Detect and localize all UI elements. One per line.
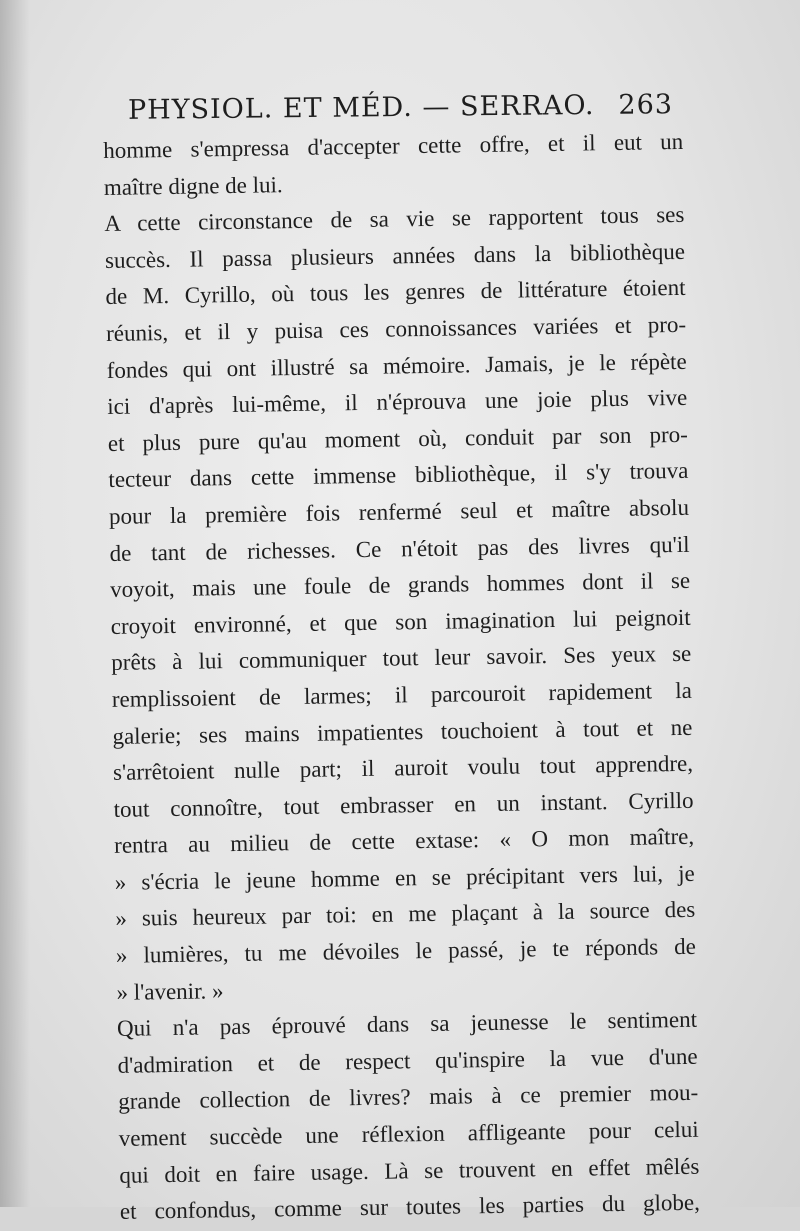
text-line: et confondus, comme sur toutes les parties du globe, [119, 1189, 701, 1225]
text-line: Qui n'a pas éprouvé dans sa jeunesse le sentiment [116, 1007, 698, 1042]
body-text [103, 124, 700, 1231]
text-line: remplissoient de larmes; il parcouroit rapidement la [111, 677, 693, 712]
text-line: prêts à lui communiquer tout leur savoir. Ses yeux se [111, 641, 692, 676]
text-line: croyoit environné, et que son imagination lui peignoit [110, 604, 691, 639]
text-line: ici d'après lui-même, il n'éprouva une joie plus vive [107, 385, 688, 420]
text-line: qui doit en faire usage. Là se trouvent en effet mêlés [119, 1153, 700, 1188]
text-line: pour la première fois renfermé seul et maître absolu [108, 494, 690, 529]
text-line: » lumières, tu me dévoiles le passé, je te réponds de [115, 933, 697, 968]
text-line: tecteur dans cette immense bibliothèque, il s'y trouva [108, 458, 689, 493]
text-line: d'admiration et de respect qu'inspire la vue d'une [117, 1043, 698, 1078]
text-line: de M. Cyrillo, où tous les genres de littérature étoient [105, 275, 686, 310]
text-line: s'arrêtoient nulle part; il auroit voulu tout apprendre, [112, 750, 694, 786]
running-title: PHYSIOL. ET MÉD. — SERRAO. [127, 89, 595, 126]
text-line: » l'avenir. » [116, 977, 224, 1005]
text-line: rentra au milieu de cette extase: « O mon maître, [113, 824, 695, 859]
text-line: galerie; ses mains impatientes touchoient à tout et ne [112, 714, 693, 749]
running-header [128, 89, 673, 126]
text-line: homme s'empressa d'accepter cette offre, et il eut un [103, 128, 684, 163]
text-line: A cette circonstance de sa vie se rapportent tous ses [104, 202, 685, 237]
binding-shadow [0, 0, 30, 1207]
text-line: vement succède une réflexion affligeante pour celui [118, 1116, 699, 1151]
text-line: de tant de richesses. Ce n'étoit pas des livres qu'il [109, 531, 690, 566]
text-line: et plus pure qu'au moment où, conduit par son pro- [107, 421, 688, 456]
text-line: fondes qui ont illustré sa mémoire. Jamais, je le répète [106, 348, 687, 383]
text-line: grande collection de livres? mais à ce premier mou- [118, 1080, 699, 1115]
text-line: » s'écria le jeune homme en se précipitant vers lui, je [114, 860, 695, 895]
text-line: » suis heureux par toi: en me plaçant à la source des [115, 897, 696, 932]
text-line: voyoit, mais une foule de grands hommes dont il se [109, 567, 691, 603]
text-line: tout connoître, tout embrasser en un instant. Cyrillo [113, 787, 694, 822]
text-line: succès. Il passa plusieurs années dans la bibliothèque [104, 238, 686, 273]
text-line: réunis, et il y puisa ces connoissances variées et pro- [105, 311, 687, 346]
text-line: maître digne de lui. [103, 171, 283, 200]
page-number: 263 [618, 89, 674, 121]
